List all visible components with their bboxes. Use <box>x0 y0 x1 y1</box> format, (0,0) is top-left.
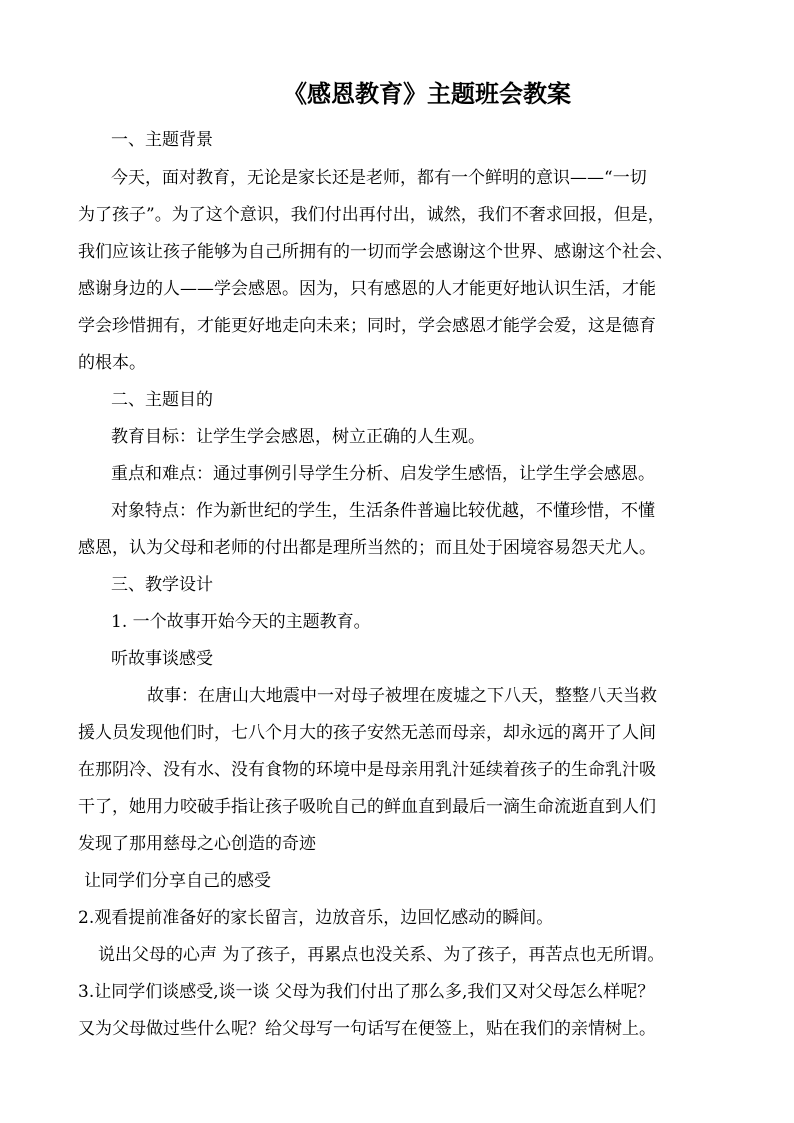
paragraph-line: 重点和难点：通过事例引导学生分析、启发学生感悟，让学生学会感恩。 <box>111 464 655 484</box>
paragraph-line: 为了孩子”。为了这个意识，我们付出再付出，诚然，我们不奢求回报，但是， <box>78 205 665 225</box>
paragraph-line: 我们应该让孩子能够为自己所拥有的一切而学会感谢这个世界、感谢这个社会、 <box>78 242 673 262</box>
section-heading-design: 三、教学设计 <box>111 575 213 595</box>
section-heading-purpose: 二、主题目的 <box>111 390 213 410</box>
paragraph-line: 的根本。 <box>78 353 146 373</box>
section-heading-background: 一、主题背景 <box>111 130 213 150</box>
list-item: 2.观看提前准备好的家长留言，边放音乐，边回忆感动的瞬间。 <box>78 908 554 928</box>
list-item: 3.让同学们谈感受,谈一谈 父母为我们付出了那么多,我们又对父母怎么样呢？ <box>78 982 655 1002</box>
paragraph-line: 听故事谈感受 <box>111 649 213 669</box>
paragraph-line: 对象特点：作为新世纪的学生，生活条件普遍比较优越，不懂珍惜，不懂 <box>111 501 655 521</box>
paragraph-line: 教育目标：让学生学会感恩，树立正确的人生观。 <box>111 427 485 447</box>
paragraph-line: 感谢身边的人——学会感恩。因为，只有感恩的人才能更好地认识生活，才能 <box>78 279 656 299</box>
paragraph-line: 感恩，认为父母和老师的付出都是理所当然的；而且处于困境容易怨天尤人。 <box>78 538 656 558</box>
paragraph-line: 让同学们分享自己的感受 <box>84 871 271 891</box>
list-item: 1. 一个故事开始今天的主题教育。 <box>111 612 371 632</box>
paragraph-line: 今天，面对教育，无论是家长还是老师，都有一个鲜明的意识——“一切 <box>111 168 647 188</box>
paragraph-line: 说出父母的心声 为了孩子，再累点也没关系、为了孩子，再苦点也无所谓。 <box>98 945 665 965</box>
story-line: 援人员发现他们时，七八个月大的孩子安然无恙而母亲，却永远的离开了人间 <box>78 723 656 743</box>
document-title: 《感恩教育》主题班会教案 <box>283 79 571 108</box>
story-line: 发现了那用慈母之心创造的奇迹 <box>78 834 316 854</box>
story-line: 故事：在唐山大地震中一对母子被埋在废墟之下八天，整整八天当救 <box>147 686 657 706</box>
paragraph-line: 又为父母做过些什么呢？给父母写一句话写在便签上，贴在我们的亲情树上。 <box>78 1019 656 1039</box>
story-line: 干了，她用力咬破手指让孩子吸吮自己的鲜血直到最后一滴生命流逝直到人们 <box>78 797 656 817</box>
paragraph-line: 学会珍惜拥有，才能更好地走向未来；同时，学会感恩才能学会爱，这是德育 <box>78 316 656 336</box>
story-line: 在那阴冷、没有水、没有食物的环境中是母亲用乳汁延续着孩子的生命乳汁吸 <box>78 760 656 780</box>
